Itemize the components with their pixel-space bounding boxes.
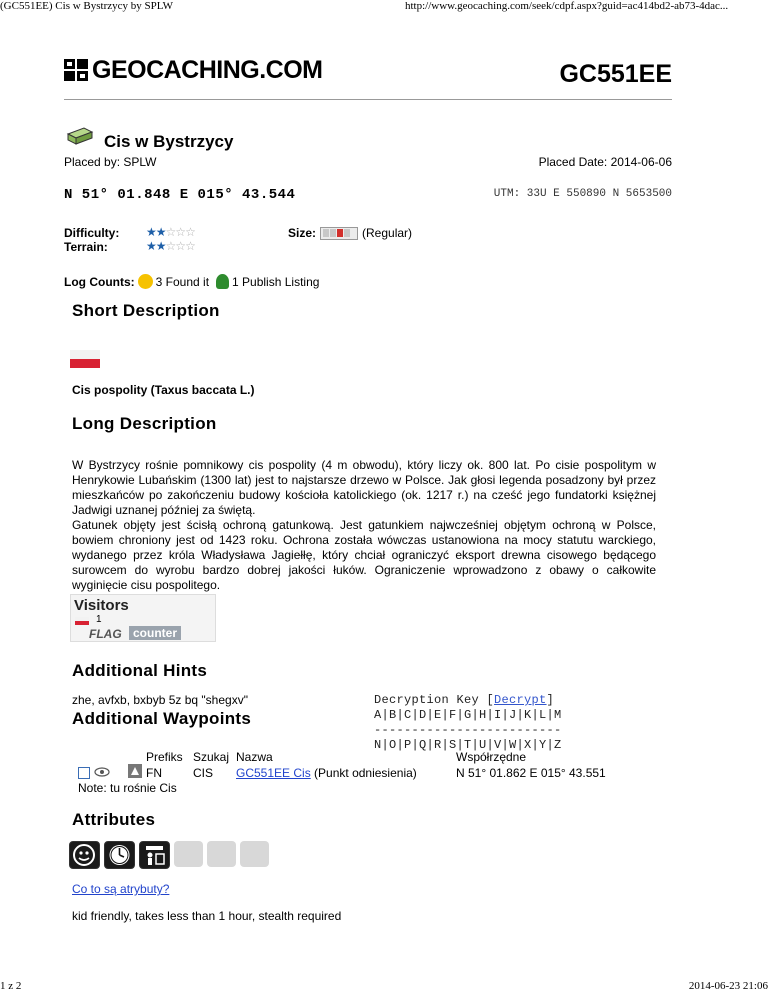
waypoint-lookup: CIS: [193, 766, 214, 780]
difficulty-label: Difficulty:: [64, 226, 120, 240]
attributes-summary: kid friendly, takes less than 1 hour, stealth required: [72, 909, 342, 923]
logo-text: GEOCACHING.COM: [92, 55, 323, 84]
stealth-icon: [139, 841, 170, 869]
placed-by: Placed by: SPLW: [64, 155, 157, 169]
flag-counter-brand: FLAG: [89, 627, 122, 641]
long-description-p1: W Bystrzycy rośnie pomnikowy cis pospolity (4 m obwodu), który liczy ok. 800 lat. Po cisie pospolitym w Henrykowie Lubańskim (1300 lat) jest to najstarsze drzewo w Polsce. Jak głosi legenda posadzony był przez mieszkańców po zakończeniu budowy kościoła katolickiego (ok. 1217 r.) na cześć jego fundatorki księżnej Jadwigi uznanej później za świętą.: [72, 458, 656, 517]
poland-flag-icon: [75, 617, 89, 625]
log-counts-label: Log Counts:: [64, 274, 135, 289]
waypoint-coords: N 51° 01.862 E 015° 43.551: [456, 766, 606, 780]
star-empty-icon: ☆: [185, 239, 195, 253]
long-description-heading: Long Description: [72, 414, 217, 433]
found-count: 3 Found it: [155, 274, 210, 289]
star-icon: ★: [146, 239, 156, 253]
waypoint-name: [236, 766, 417, 780]
decryption-row-2: N|O|P|Q|R|S|T|U|V|W|X|Y|Z: [374, 738, 562, 752]
utm-coordinates: UTM: 33U E 550890 N 5653500: [493, 188, 672, 200]
kid-friendly-icon: [69, 841, 100, 869]
print-title: (GC551EE) Cis w Bystrzycy by SPLW: [0, 0, 174, 12]
hint-text: zhe, avfxb, bxbyb 5z bq "shegxv": [72, 693, 248, 707]
blank-attribute-icon: [174, 841, 203, 867]
short-description-heading: Short Description: [72, 301, 220, 320]
gc-code: GC551EE: [559, 60, 672, 88]
waypoint-note: Note: tu rośnie Cis: [78, 781, 177, 795]
blank-attribute-icon: [240, 841, 269, 867]
publish-count: 1 Publish Listing: [232, 274, 320, 289]
long-description-p2: Gatunek objęty jest ścisłą ochroną gatunkową. Jest gatunkiem najwcześniej objętym ochroną w Polsce, bowiem chroniony jest od 1423 roku. Ochrona została wówczas ustanowiona na mocy statutu warckiego, wydanego przez króla Władysława Jagiełłę, który chciał ograniczyć eksport drewna cisowego będącego surowcem do wyrobu bardzo dobrej jakości łuków. Ograniczenie wprowadzono z obawy o całkowite wyginięcie cisu pospolitego.: [72, 518, 656, 592]
traditional-cache-icon: [66, 124, 94, 146]
attribute-icons: [69, 841, 269, 869]
star-empty-icon: ☆: [185, 225, 195, 239]
additional-hints-heading: Additional Hints: [72, 661, 208, 680]
waypoint-prefix: FN: [146, 766, 162, 780]
visitors-title: Visitors: [74, 597, 129, 614]
star-icon: ★: [155, 239, 166, 253]
publish-listing-icon: [216, 274, 229, 289]
geocaching-logo: [64, 55, 323, 84]
decryption-row-1: A|B|C|D|E|F|G|H|I|J|K|L|M: [374, 708, 562, 722]
waypoints-col-name: Nazwa: [236, 750, 273, 764]
waypoint-name-link[interactable]: GC551EE Cis: [236, 766, 311, 780]
flag-counter-word: counter: [129, 626, 181, 640]
geocaching-logo-icon: [64, 59, 88, 81]
star-icon: ★: [155, 225, 166, 239]
waypoints-col-coords: Współrzędne: [456, 750, 527, 764]
visitors-count: 1: [96, 614, 102, 625]
reference-point-icon: [128, 764, 142, 778]
poland-flag-icon: [70, 350, 100, 368]
print-page-number: 1 z 2: [0, 980, 22, 992]
cache-name: Cis w Bystrzycy: [104, 132, 234, 151]
attributes-heading: Attributes: [72, 810, 156, 829]
decryption-divider: -------------------------: [374, 723, 562, 737]
short-description-text: Cis pospolity (Taxus baccata L.): [72, 383, 255, 397]
size-bar-icon: [320, 227, 358, 240]
star-empty-icon: ☆: [165, 239, 176, 253]
terrain-label: Terrain:: [64, 240, 108, 254]
decryption-key: [374, 693, 562, 753]
waypoints-col-lookup: Szukaj: [193, 750, 230, 764]
visitors-flag-counter: [70, 594, 216, 642]
waypoint-checkbox[interactable]: [78, 767, 90, 779]
star-empty-icon: ☆: [175, 225, 186, 239]
waypoint-type: (Punkt odniesienia): [314, 766, 417, 780]
terrain-stars: [146, 240, 195, 252]
long-description: [72, 458, 656, 593]
blank-attribute-icon: [207, 841, 236, 867]
clock-icon: [104, 841, 135, 869]
size-row: [288, 226, 412, 240]
waypoints-col-prefix: Prefiks: [146, 750, 183, 764]
placed-date: Placed Date: 2014-06-06: [538, 155, 672, 169]
eye-icon[interactable]: [94, 766, 110, 778]
decrypt-link[interactable]: Decrypt: [494, 693, 547, 707]
print-url: http://www.geocaching.com/seek/cdpf.aspx?guid=ac414bd2-ab73-4dac...: [405, 0, 729, 12]
size-text: (Regular): [362, 226, 413, 240]
star-icon: ★: [146, 225, 156, 239]
star-empty-icon: ☆: [175, 239, 186, 253]
additional-waypoints-heading: Additional Waypoints: [72, 709, 252, 728]
header-divider: [64, 99, 672, 100]
print-datetime: 2014-06-23 21:06: [688, 980, 768, 992]
log-counts: [64, 274, 319, 289]
decryption-key-label: Decryption Key [Decrypt]: [374, 693, 555, 707]
attributes-help-link[interactable]: Co to są atrybuty?: [72, 882, 170, 896]
cache-coordinates: N 51° 01.848 E 015° 43.544: [64, 187, 296, 203]
size-label: Size:: [288, 226, 317, 240]
found-it-smiley-icon: [138, 274, 153, 289]
star-empty-icon: ☆: [165, 225, 176, 239]
difficulty-stars: [146, 226, 195, 238]
